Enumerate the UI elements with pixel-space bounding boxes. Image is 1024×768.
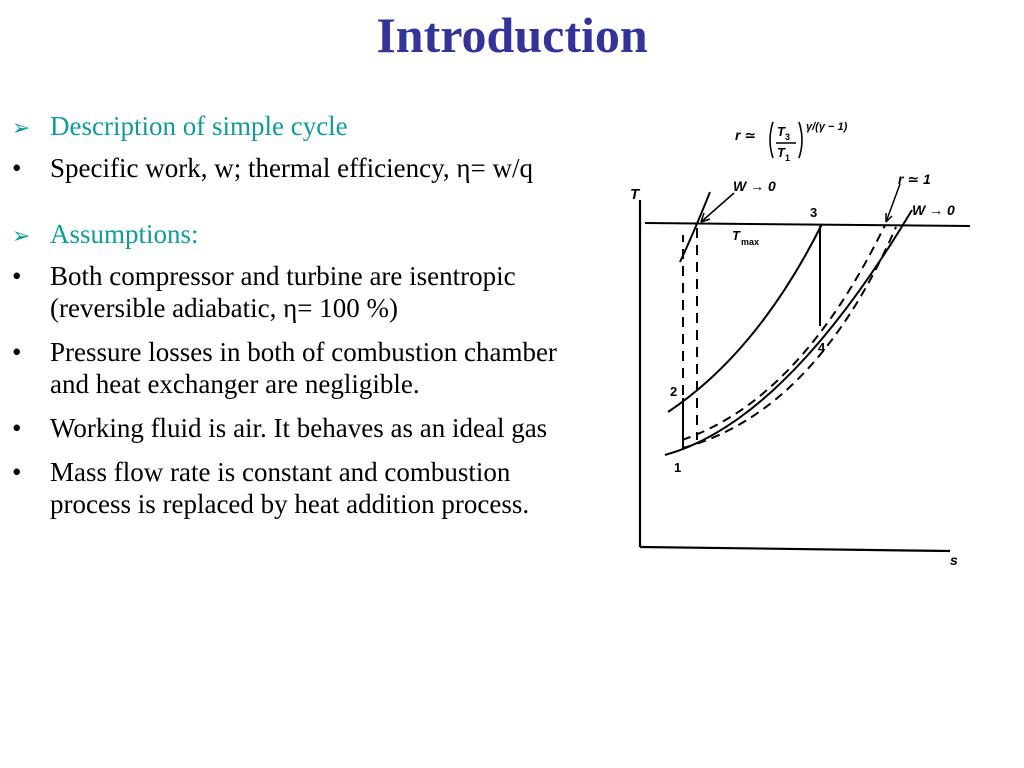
bullet-dot-icon: • bbox=[12, 457, 22, 487]
pressure-ratio-formula bbox=[735, 121, 848, 163]
isobar-2-3 bbox=[668, 224, 822, 412]
bullet-dot-icon: • bbox=[12, 261, 22, 291]
bullet-dot-icon: • bbox=[12, 413, 22, 443]
bullet-text: Pressure losses in both of combustion chamber and heat exchanger are negligible. bbox=[50, 337, 557, 399]
formula-numerator-sub: 3 bbox=[785, 132, 791, 142]
formula-lhs: r ≃ bbox=[735, 127, 757, 143]
bullet-specific-work bbox=[12, 152, 592, 184]
w0-right-label: W → 0 bbox=[912, 202, 955, 218]
s-axis-label: s bbox=[950, 552, 958, 568]
formula-denominator: T bbox=[777, 145, 785, 160]
bullet-isentropic bbox=[12, 260, 592, 324]
bullet-dot-icon: • bbox=[12, 337, 22, 367]
heading-text: Assumptions: bbox=[50, 219, 199, 249]
ts-diagram bbox=[600, 110, 1024, 590]
w0-left-label: W → 0 bbox=[733, 178, 776, 194]
bullet-working-fluid bbox=[12, 412, 592, 444]
state-point-2: 2 bbox=[670, 384, 678, 399]
left-paren bbox=[770, 122, 773, 158]
w0-left-curve bbox=[680, 192, 710, 262]
bullet-list bbox=[12, 110, 592, 520]
bullet-text: Mass flow rate is constant and combustion process is replaced by heat addition process. bbox=[50, 457, 530, 519]
dashed-isobar-upper bbox=[682, 225, 885, 440]
heading-text: Description of simple cycle bbox=[50, 111, 348, 141]
bullet-dot-icon: • bbox=[12, 153, 22, 183]
heading-simple-cycle bbox=[12, 110, 592, 142]
slide-title: Introduction bbox=[376, 7, 648, 63]
arrow-bullet-icon: ➢ bbox=[12, 223, 31, 248]
formula-numerator: T bbox=[777, 124, 785, 139]
dashed-isobar-lower bbox=[683, 227, 896, 448]
state-point-1: 1 bbox=[674, 460, 682, 475]
arrow-bullet-icon: ➢ bbox=[12, 115, 31, 140]
state-point-3: 3 bbox=[810, 205, 818, 220]
heading-assumptions bbox=[12, 218, 592, 250]
s-axis bbox=[640, 547, 950, 551]
isobar-1-4 bbox=[665, 210, 912, 455]
r1-pointer bbox=[886, 184, 900, 222]
tmax-sub: max bbox=[741, 237, 760, 247]
t-axis-label: T bbox=[630, 186, 640, 203]
bullet-text: Specific work, w; thermal efficiency, η= w/q bbox=[50, 153, 533, 183]
state-point-4: 4 bbox=[818, 340, 826, 355]
right-paren bbox=[799, 122, 802, 158]
formula-exponent: γ/(γ − 1) bbox=[806, 121, 848, 133]
w0-left-pointer bbox=[701, 193, 734, 222]
bullet-text: Both compressor and turbine are isentropic (reversible adiabatic, η= 100 %) bbox=[50, 261, 516, 323]
bullet-mass-flow bbox=[12, 456, 592, 520]
formula-denominator-sub: 1 bbox=[785, 153, 791, 163]
bullet-text: Working fluid is air. It behaves as an ideal gas bbox=[50, 413, 548, 443]
r1-label: r ≃ 1 bbox=[898, 171, 931, 187]
tmax-label: T bbox=[732, 228, 740, 243]
bullet-pressure-losses bbox=[12, 336, 592, 400]
tmax-line bbox=[645, 223, 970, 226]
